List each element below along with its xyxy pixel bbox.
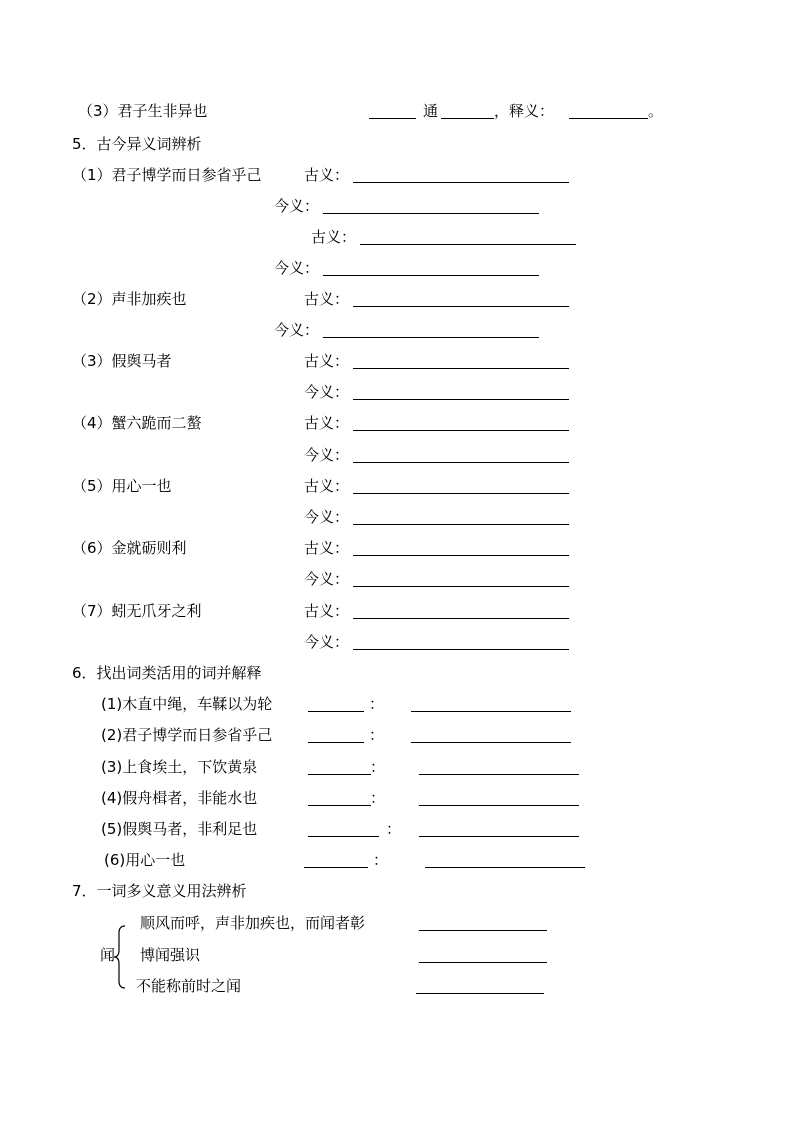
item-label: （5）用心一也 xyxy=(72,477,172,495)
item-label: (5)假舆马者，非利足也 xyxy=(101,820,258,838)
answer-blank[interactable] xyxy=(353,182,569,183)
sentence-item: 顺风而呼，声非加疾也，而闻者彰 xyxy=(140,914,366,932)
item-label: （3）君子生非异也 xyxy=(78,102,208,120)
answer-blank[interactable] xyxy=(353,430,569,431)
item-label: （2）声非加疾也 xyxy=(72,290,187,308)
answer-blank[interactable] xyxy=(441,118,494,119)
colon: ： xyxy=(370,758,386,776)
answer-blank[interactable] xyxy=(419,962,547,963)
answer-blank[interactable] xyxy=(419,836,579,837)
colon: ： xyxy=(369,726,385,744)
answer-blank[interactable] xyxy=(353,555,569,556)
modern-meaning-label: 今义： xyxy=(304,446,350,464)
colon: ： xyxy=(386,820,402,838)
ancient-meaning-label: 古义： xyxy=(304,166,350,184)
item-label: (2)君子博学而日参省乎己 xyxy=(101,726,273,744)
item-label: （3）假舆马者 xyxy=(72,352,172,370)
answer-blank[interactable] xyxy=(353,524,569,525)
ancient-meaning-label: 古义： xyxy=(304,414,350,432)
answer-blank[interactable] xyxy=(353,649,569,650)
answer-blank[interactable] xyxy=(425,867,585,868)
answer-blank[interactable] xyxy=(353,306,569,307)
answer-blank[interactable] xyxy=(569,118,648,119)
answer-blank[interactable] xyxy=(419,805,579,806)
section-heading: 6．找出词类活用的词并解释 xyxy=(72,664,262,682)
ancient-meaning-label: 古义： xyxy=(304,602,350,620)
item-label: (3)上食埃土，下饮黄泉 xyxy=(101,758,258,776)
section-heading: 5．古今异义词辨析 xyxy=(72,135,202,153)
answer-blank[interactable] xyxy=(353,399,569,400)
item-label: （1）君子博学而日参省乎己 xyxy=(72,166,262,184)
item-label: (6)用心一也 xyxy=(104,851,186,869)
ancient-meaning-label: 古义： xyxy=(304,539,350,557)
section-heading: 7．一词多义意义用法辨析 xyxy=(72,882,247,900)
modern-meaning-label: 今义： xyxy=(274,321,320,339)
modern-meaning-label: 今义： xyxy=(274,259,320,277)
answer-blank[interactable] xyxy=(308,805,371,806)
colon: ： xyxy=(370,789,386,807)
ancient-meaning-label: 古义： xyxy=(304,477,350,495)
answer-blank[interactable] xyxy=(369,118,416,119)
answer-blank[interactable] xyxy=(308,774,371,775)
modern-meaning-label: 今义： xyxy=(304,633,350,651)
ancient-meaning-label: 古义： xyxy=(311,228,357,246)
item-label: (1)木直中绳，车鞣以为轮 xyxy=(101,695,273,713)
modern-meaning-label: 今义： xyxy=(274,197,320,215)
answer-blank[interactable] xyxy=(323,337,539,338)
answer-blank[interactable] xyxy=(411,742,571,743)
answer-blank[interactable] xyxy=(308,742,364,743)
answer-blank[interactable] xyxy=(323,275,539,276)
modern-meaning-label: 今义： xyxy=(304,570,350,588)
curly-brace-icon xyxy=(112,924,128,990)
sentence-item: 博闻强识 xyxy=(140,946,201,964)
ancient-meaning-label: 古义： xyxy=(304,290,350,308)
item-label: （7）蚓无爪牙之利 xyxy=(72,602,202,620)
answer-blank[interactable] xyxy=(416,993,544,994)
period: 。 xyxy=(648,102,664,120)
answer-blank[interactable] xyxy=(308,711,364,712)
answer-blank[interactable] xyxy=(323,213,539,214)
answer-blank[interactable] xyxy=(304,867,368,868)
item-label: （4）蟹六跪而二螯 xyxy=(72,414,202,432)
sentence-item: 不能称前时之闻 xyxy=(136,977,242,995)
answer-blank[interactable] xyxy=(411,711,571,712)
answer-blank[interactable] xyxy=(419,930,547,931)
answer-blank[interactable] xyxy=(419,774,579,775)
ancient-meaning-label: 古义： xyxy=(304,352,350,370)
colon: ： xyxy=(369,695,385,713)
modern-meaning-label: 今义： xyxy=(304,383,350,401)
answer-blank[interactable] xyxy=(353,586,569,587)
tong-text: 通 xyxy=(423,102,439,120)
answer-blank[interactable] xyxy=(353,462,569,463)
colon: ： xyxy=(373,851,389,869)
modern-meaning-label: 今义： xyxy=(304,508,350,526)
answer-blank[interactable] xyxy=(353,618,569,619)
polysemous-word: 闻 xyxy=(100,946,116,964)
meaning-label: ，释义： xyxy=(494,102,555,120)
item-label: （6）金就砺则利 xyxy=(72,539,187,557)
answer-blank[interactable] xyxy=(308,836,379,837)
answer-blank[interactable] xyxy=(360,244,576,245)
answer-blank[interactable] xyxy=(353,368,569,369)
answer-blank[interactable] xyxy=(353,493,569,494)
item-label: (4)假舟楫者，非能水也 xyxy=(101,789,258,807)
